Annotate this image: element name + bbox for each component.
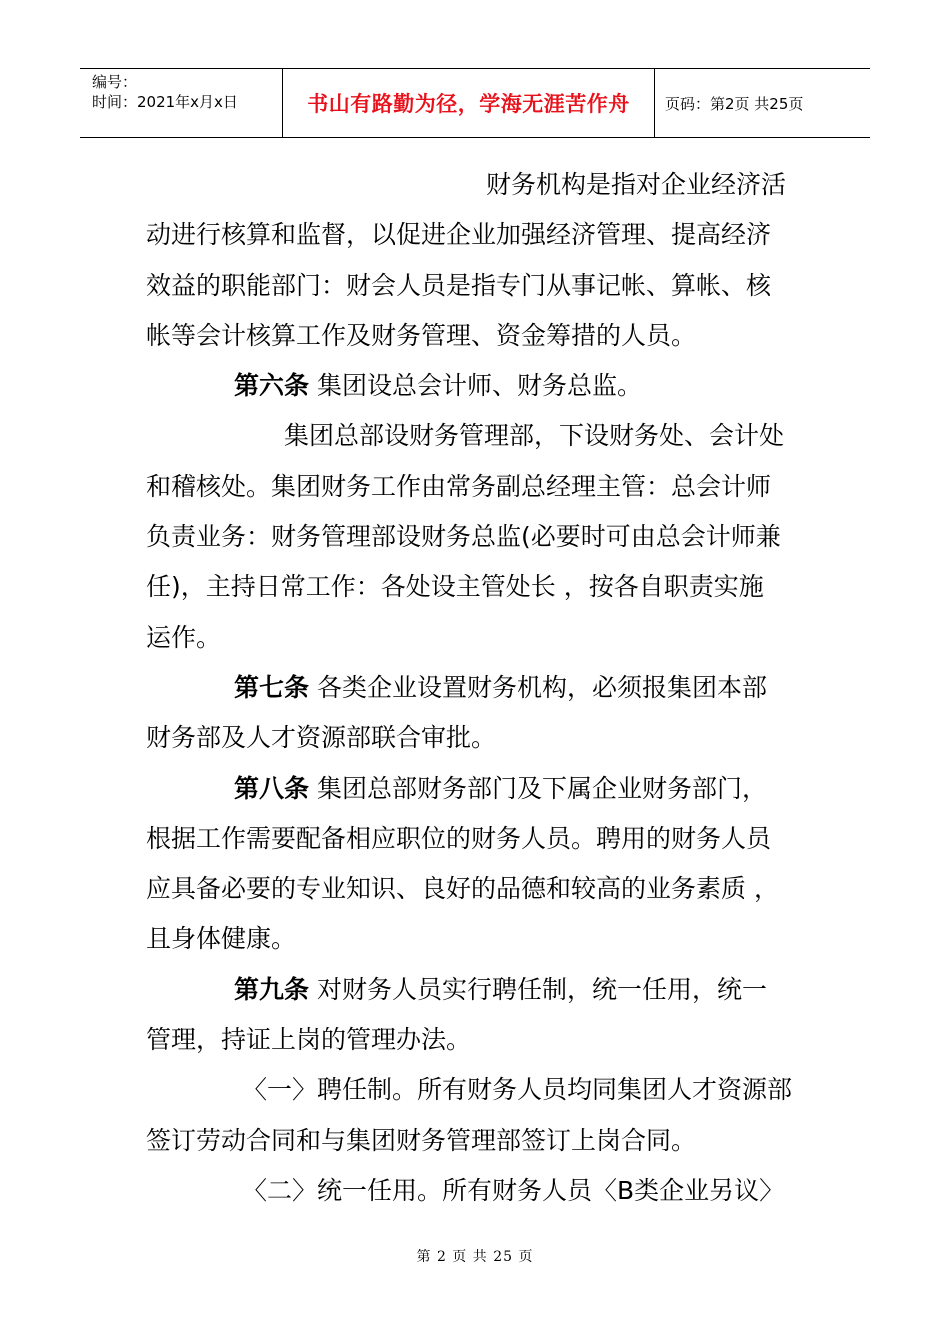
body-line-text: 运作。 <box>146 622 222 652</box>
body-line-text: 应具备必要的专业知识、良好的品德和较高的业务素质 ， <box>146 874 779 904</box>
body-line <box>146 814 806 864</box>
body-line-text: 集团设总会计师、财务总监。 <box>309 371 642 401</box>
page-footer: 第 2 页 共 25 页 <box>416 1249 534 1265</box>
body-line <box>146 1015 806 1065</box>
header-page-info: 页码：第2页 共25页 <box>665 94 804 113</box>
body-line <box>146 512 806 562</box>
body-line-text: 且身体健康。 <box>146 924 297 954</box>
body-line-text: 财务机构是指对企业经济活 <box>486 170 787 199</box>
body-line-text: 集团总部设财务管理部，下设财务处、会计处 <box>284 421 785 451</box>
time-label: 时间：2021年x月x日 <box>92 93 238 111</box>
body-line-text: 各类企业设置财务机构，必须报集团本部 <box>309 672 767 702</box>
body-line-text: 财务部及人才资源部联合审批。 <box>146 723 497 753</box>
body-line <box>146 1166 806 1216</box>
body-line <box>146 914 806 964</box>
article-number: 第六条 <box>234 371 310 401</box>
body-line-text: 帐等会计核算工作及财务管理、资金筹措的人员。 <box>146 320 697 350</box>
header-motto: 书山有路勤为径，学海无涯苦作舟 <box>307 92 630 116</box>
body-line <box>146 261 806 311</box>
body-line <box>146 361 806 411</box>
body-line <box>146 613 806 663</box>
body-line-text: 动进行核算和监督，以促进企业加强经济管理、提高经济 <box>146 220 772 250</box>
body-line <box>146 965 806 1015</box>
article-number: 第八条 <box>234 773 310 803</box>
body-line-text: 管理，持证上岗的管理办法。 <box>146 1025 472 1055</box>
body-line-text: 负责业务：财务管理部设财务总监(必要时可由总会计师兼 <box>146 522 781 552</box>
document-body <box>146 160 806 1216</box>
body-line <box>146 663 806 713</box>
body-line <box>146 864 806 914</box>
body-line-text: 〈一〉聘任制。所有财务人员均同集团人才资源部 <box>242 1075 793 1105</box>
body-line <box>146 411 806 461</box>
body-line-text: 任)，主持日常工作：各处设主管处长 ，按各自职责实施 <box>146 572 764 602</box>
body-line <box>146 764 806 814</box>
body-line-text: 和稽核处。集团财务工作由常务副总经理主管：总会计师 <box>146 471 772 501</box>
body-line-text: 〈二〉统一任用。所有财务人员〈B类企业另议〉 <box>242 1175 785 1205</box>
article-number: 第九条 <box>234 974 310 1004</box>
article-number: 第七条 <box>234 672 310 702</box>
header-motto-cell <box>283 69 655 137</box>
body-line <box>146 1116 806 1166</box>
header-meta-cell <box>80 69 283 137</box>
body-line-text: 签订劳动合同和与集团财务管理部签订上岗合同。 <box>146 1125 697 1155</box>
body-line <box>146 210 806 260</box>
body-line <box>146 1065 806 1115</box>
page-header <box>80 68 870 138</box>
body-line-text: 集团总部财务部门及下属企业财务部门， <box>309 773 767 803</box>
serial-number-label: 编号： <box>92 73 138 91</box>
header-page-cell <box>655 69 870 137</box>
body-line-text: 对财务人员实行聘任制，统一任用，统一 <box>309 974 767 1004</box>
body-line <box>146 462 806 512</box>
body-line-text: 效益的职能部门：财会人员是指专门从事记帐、算帐、核 <box>146 270 772 300</box>
body-line <box>146 713 806 763</box>
body-line <box>146 562 806 612</box>
body-line-text: 根据工作需要配备相应职位的财务人员。聘用的财务人员 <box>146 823 772 853</box>
body-line <box>146 311 806 361</box>
body-line <box>146 160 806 210</box>
